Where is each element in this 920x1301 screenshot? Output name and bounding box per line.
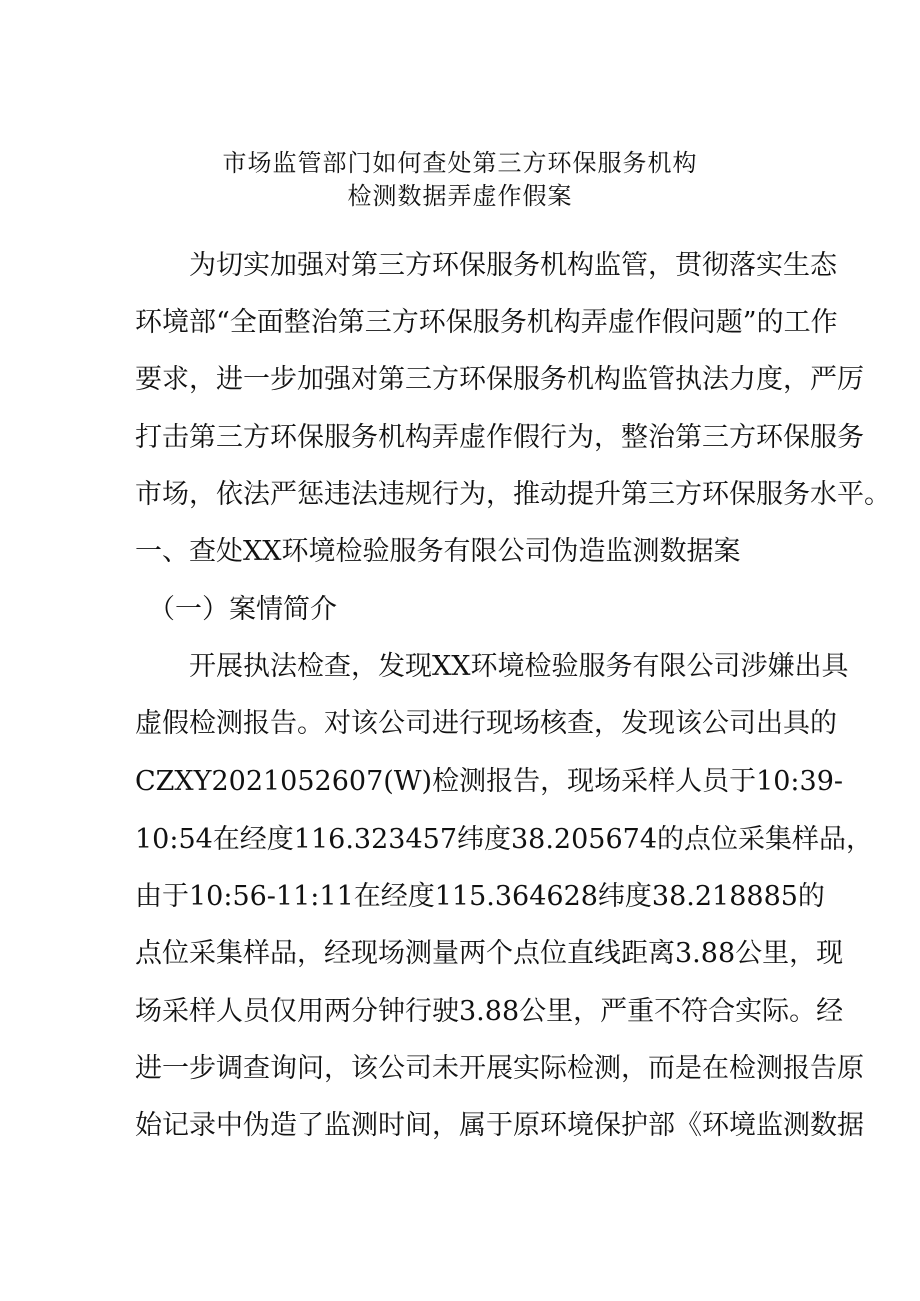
subsection-heading: （一）案情简介: [148, 594, 337, 625]
intro-paragraph-line-3: 要求，进一步加强对第三方环保服务机构监管执法力度，严厉: [135, 364, 864, 395]
case-paragraph-line-9: 始记录中伪造了监测时间，属于原环境保护部《环境监测数据: [135, 1110, 864, 1141]
intro-paragraph-line-5: 市场，依法严惩违法违规行为，推动提升第三方环保服务水平。: [135, 479, 891, 510]
case-paragraph-line-7: 场采样人员仅用两分钟行驶3.88公里，严重不符合实际。经: [135, 996, 844, 1027]
case-paragraph-line-2: 虚假检测报告。对该公司进行现场核查，发现该公司出具的: [135, 708, 837, 739]
document-title-line-2: 检测数据弄虚作假案: [347, 182, 573, 210]
intro-paragraph-line-4: 打击第三方环保服务机构弄虚作假行为，整治第三方环保服务: [135, 422, 864, 453]
case-paragraph-line-4: 10:54在经度116.323457纬度38.205674的点位采集样品，: [135, 824, 874, 855]
intro-paragraph-line-2: 环境部“全面整治第三方环保服务机构弄虚作假问题”的工作: [135, 307, 838, 338]
intro-paragraph-line-1: 为切实加强对第三方环保服务机构监管，贯彻落实生态: [189, 250, 837, 281]
document-title-line-1: 市场监管部门如何查处第三方环保服务机构: [222, 149, 698, 177]
section-heading: 一、查处XX环境检验服务有限公司伪造监测数据案: [135, 536, 741, 567]
case-paragraph-line-3: CZXY2021052607(W)检测报告，现场采样人员于10:39-: [135, 766, 843, 797]
case-paragraph-line-1: 开展执法检查，发现XX环境检验服务有限公司涉嫌出具: [189, 651, 849, 682]
case-paragraph-line-6: 点位采集样品，经现场测量两个点位直线距离3.88公里，现: [135, 938, 844, 969]
case-paragraph-line-5: 由于10:56-11:11在经度115.364628纬度38.218885的: [135, 881, 825, 912]
case-paragraph-line-8: 进一步调查询问，该公司未开展实际检测，而是在检测报告原: [135, 1053, 864, 1084]
